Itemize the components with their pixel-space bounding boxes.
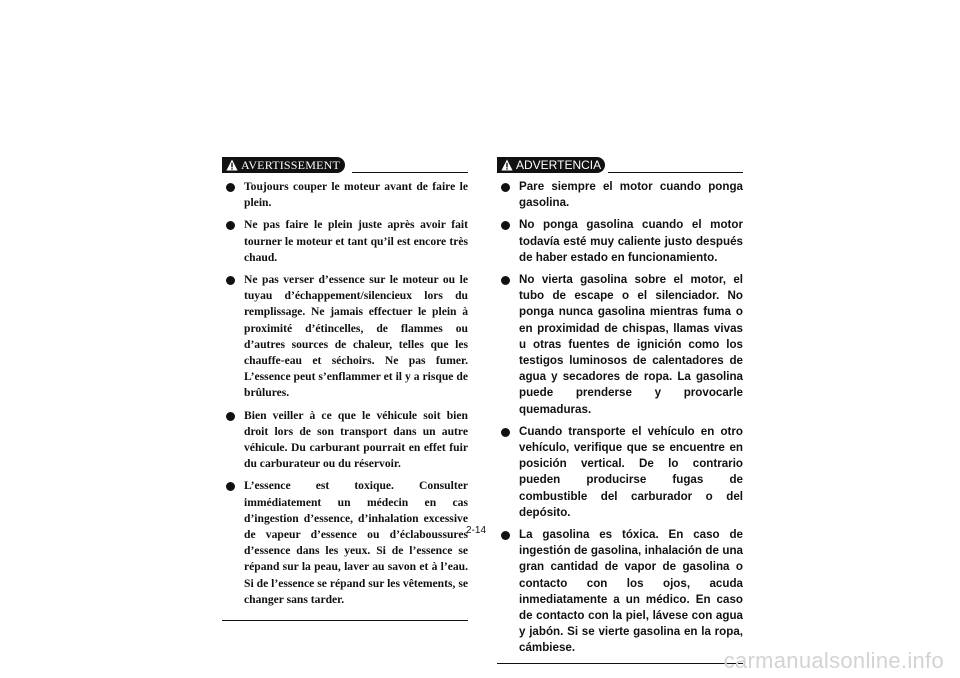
bullet-icon: [501, 183, 510, 192]
list-item: Ne pas faire le plein juste après avoir fait tourner le moteur et tant qu’il est encore très chaud.: [222, 217, 468, 266]
french-warning-badge: [222, 157, 345, 173]
french-end-rule: [222, 620, 468, 621]
spanish-warning-header: [497, 157, 743, 173]
spanish-warning-list: [497, 179, 743, 657]
french-warning-title: AVERTISSEMENT: [241, 157, 340, 172]
bullet-icon: [226, 412, 235, 421]
page-number: 2-14: [466, 525, 487, 536]
spanish-header-rule: [608, 172, 743, 173]
french-header-rule: [352, 172, 468, 173]
list-item: Cuando transporte el vehículo en otro vehículo, verifique que se encuentre en posición vertical. De lo contrario pueden producirse fugas de combustible del carburador o del depósito.: [497, 424, 743, 521]
list-item: La gasolina es tóxica. En caso de ingestión de gasolina, inhalación de una gran cantidad de vapor de gasolina o contacto con los ojos, acuda inmediatamente a un médico. En caso de contacto con la piel, lávese con agua y jabón. Si se vierte gasolina en la ropa, cámbiese.: [497, 527, 743, 657]
french-warning-list: [222, 179, 468, 608]
bullet-icon: [501, 221, 510, 230]
list-item: No ponga gasolina cuando el motor todavía esté muy caliente justo después de haber estado en funcionamiento.: [497, 217, 743, 266]
french-warning-header: [222, 157, 468, 173]
bullet-icon: [226, 183, 235, 192]
bullet-icon: [501, 276, 510, 285]
spanish-warning-title: ADVERTENCIA: [516, 158, 602, 172]
warning-triangle-icon: [501, 159, 513, 171]
list-item: Ne pas verser d’essence sur le moteur ou le tuyau d’échappement/silencieux lors du remplissage. Ne jamais effectuer le plein à proximité d’étincelles, de flammes ou d’autres sources de chaleur, telles que les chauffe-eau et séchoirs. Ne pas fumer. L’essence peut s’enflammer et il y a risque de brûlures.: [222, 272, 468, 402]
watermark-text: carmanualsonline.info: [723, 648, 944, 673]
warning-triangle-icon: [226, 159, 238, 171]
bullet-icon: [226, 276, 235, 285]
list-item: Toujours couper le moteur avant de faire le plein.: [222, 179, 468, 211]
bullet-icon: [226, 221, 235, 230]
spanish-warning-section: [497, 157, 743, 664]
list-item: Pare siempre el motor cuando ponga gasolina.: [497, 179, 743, 211]
list-item: Bien veiller à ce que le véhicule soit bien droit lors de son transport dans un autre véhicule. Du carburant pourrait en effet fuir du carburateur ou du réservoir.: [222, 408, 468, 473]
bullet-icon: [226, 482, 235, 491]
spanish-end-rule: [497, 663, 743, 664]
list-item: No vierta gasolina sobre el motor, el tubo de escape o el silenciador. No ponga nunca gasolina mientras fuma o en proximidad de chispas, llamas vivas u otras fuentes de ignición como los testigos luminosos de calentadores de agua y secadores de ropa. La gasolina puede prenderse y provocarle quemaduras.: [497, 272, 743, 418]
bullet-icon: [501, 428, 510, 437]
spanish-warning-badge: [497, 157, 605, 173]
list-item: L’essence est toxique. Consulter immédiatement un médecin en cas d’ingestion d’essence, d’inhalation excessive de vapeur d’essence ou d’éclaboussures d’essence dans les yeux. Si de l’essence se répand sur la peau, laver au savon et à l’eau. Si de l’essence se répand sur les vêtements, se changer sans tarder.: [222, 478, 468, 608]
french-warning-section: [222, 157, 468, 621]
bullet-icon: [501, 531, 510, 540]
